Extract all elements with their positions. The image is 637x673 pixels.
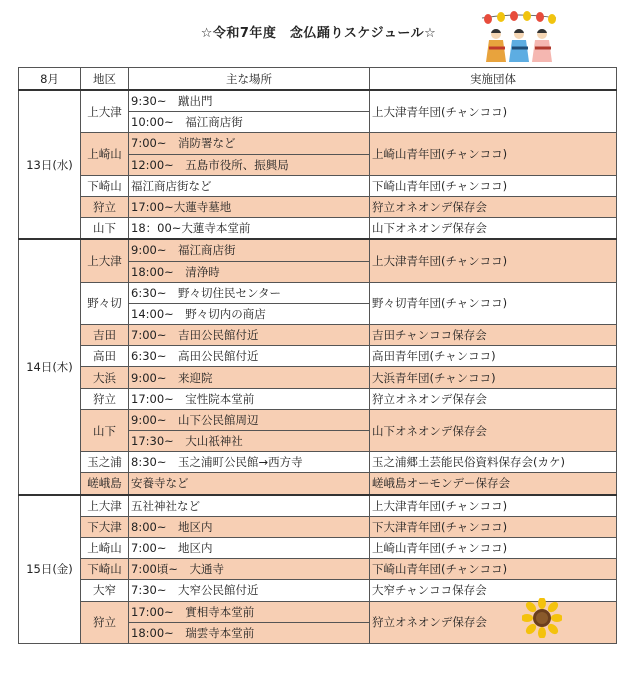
group-cell: 大窄チャンココ保存会 bbox=[370, 580, 617, 601]
group-cell: 狩立オネオンデ保存会 bbox=[370, 196, 617, 217]
area-cell: 大浜 bbox=[81, 367, 129, 388]
place-cell: 6:30~ 野々切住民センター bbox=[129, 282, 370, 303]
area-cell: 下崎山 bbox=[81, 559, 129, 580]
table-row bbox=[19, 325, 617, 346]
group-cell: 野々切青年団(チャンココ) bbox=[370, 282, 617, 324]
day-group bbox=[19, 90, 617, 239]
table-row bbox=[19, 175, 617, 196]
place-cell: 9:00~ 福江商店街 bbox=[129, 239, 370, 261]
schedule-table bbox=[18, 67, 617, 644]
area-cell: 高田 bbox=[81, 346, 129, 367]
table-row bbox=[19, 452, 617, 473]
table-row bbox=[19, 346, 617, 367]
day-group bbox=[19, 239, 617, 494]
table-row bbox=[19, 367, 617, 388]
place-cell: 17:00~大蓮寺墓地 bbox=[129, 196, 370, 217]
page-title: ☆令和7年度 念仏踊りスケジュール☆ bbox=[200, 26, 437, 41]
group-cell: 吉田チャンココ保存会 bbox=[370, 325, 617, 346]
group-cell: 上崎山青年団(チャンココ) bbox=[370, 133, 617, 175]
header-place: 主な場所 bbox=[129, 68, 370, 91]
table-row bbox=[19, 559, 617, 580]
group-cell: 山下オネオンデ保存会 bbox=[370, 218, 617, 240]
table-row bbox=[19, 218, 617, 240]
table-row bbox=[19, 133, 617, 154]
place-cell: 9:00~ 来迎院 bbox=[129, 367, 370, 388]
group-cell: 高田青年団(チャンココ) bbox=[370, 346, 617, 367]
place-cell: 8:00~ 地区内 bbox=[129, 516, 370, 537]
place-cell: 18:00~ 瑞雲寺本堂前 bbox=[129, 622, 370, 643]
bon-dance-illustration bbox=[480, 10, 558, 65]
area-cell: 下大津 bbox=[81, 516, 129, 537]
group-cell: 下崎山青年団(チャンココ) bbox=[370, 175, 617, 196]
place-cell: 10:00~ 福江商店街 bbox=[129, 112, 370, 133]
table-row bbox=[19, 90, 617, 112]
area-cell: 狩立 bbox=[81, 388, 129, 409]
place-cell: 7:00~ 消防署など bbox=[129, 133, 370, 154]
table-row bbox=[19, 516, 617, 537]
group-cell: 大浜青年団(チャンココ) bbox=[370, 367, 617, 388]
group-cell: 下崎山青年団(チャンココ) bbox=[370, 559, 617, 580]
table-row bbox=[19, 388, 617, 409]
place-cell: 9:00~ 山下公民館周辺 bbox=[129, 409, 370, 430]
group-cell: 狩立オネオンデ保存会 bbox=[370, 388, 617, 409]
group-cell: 上大津青年団(チャンココ) bbox=[370, 90, 617, 133]
area-cell: 上崎山 bbox=[81, 133, 129, 175]
group-cell: 上大津青年団(チャンココ) bbox=[370, 495, 617, 517]
area-cell: 狩立 bbox=[81, 196, 129, 217]
area-cell: 上大津 bbox=[81, 239, 129, 282]
header-row bbox=[19, 68, 617, 91]
group-cell: 上崎山青年団(チャンココ) bbox=[370, 537, 617, 558]
place-cell: 安養寺など bbox=[129, 473, 370, 495]
area-cell: 野々切 bbox=[81, 282, 129, 324]
group-cell: 山下オネオンデ保存会 bbox=[370, 409, 617, 451]
place-cell: 9:30~ 蹴出門 bbox=[129, 90, 370, 112]
area-cell: 吉田 bbox=[81, 325, 129, 346]
area-cell: 上大津 bbox=[81, 495, 129, 517]
area-cell: 大窄 bbox=[81, 580, 129, 601]
group-cell: 嵯峨島オーモンデー保存会 bbox=[370, 473, 617, 495]
place-cell: 18：00~大蓮寺本堂前 bbox=[129, 218, 370, 240]
date-cell: 13日(水) bbox=[19, 90, 81, 239]
place-cell: 14:00~ 野々切内の商店 bbox=[129, 303, 370, 324]
group-cell: 下大津青年団(チャンココ) bbox=[370, 516, 617, 537]
place-cell: 18:00~ 清浄時 bbox=[129, 261, 370, 282]
place-cell: 7:00~ 吉田公民館付近 bbox=[129, 325, 370, 346]
place-cell: 五社神社など bbox=[129, 495, 370, 517]
table-row bbox=[19, 495, 617, 517]
table-row bbox=[19, 282, 617, 303]
area-cell: 下崎山 bbox=[81, 175, 129, 196]
place-cell: 17:30~ 大山祇神社 bbox=[129, 431, 370, 452]
table-row bbox=[19, 239, 617, 261]
table-row bbox=[19, 196, 617, 217]
area-cell: 山下 bbox=[81, 409, 129, 451]
date-cell: 14日(木) bbox=[19, 239, 81, 494]
header-area: 地区 bbox=[81, 68, 129, 91]
table-row bbox=[19, 409, 617, 430]
sunflower-icon bbox=[522, 598, 562, 638]
place-cell: 6:30~ 高田公民館付近 bbox=[129, 346, 370, 367]
place-cell: 7:00頃~ 大通寺 bbox=[129, 559, 370, 580]
area-cell: 上大津 bbox=[81, 90, 129, 133]
place-cell: 8:30~ 玉之浦町公民館→西方寺 bbox=[129, 452, 370, 473]
place-cell: 12:00~ 五島市役所、振興局 bbox=[129, 154, 370, 175]
place-cell: 17:00~ 宝性院本堂前 bbox=[129, 388, 370, 409]
area-cell: 玉之浦 bbox=[81, 452, 129, 473]
header-month: 8月 bbox=[19, 68, 81, 91]
area-cell: 山下 bbox=[81, 218, 129, 240]
area-cell: 上崎山 bbox=[81, 537, 129, 558]
place-cell: 7:00~ 地区内 bbox=[129, 537, 370, 558]
area-cell: 嵯峨島 bbox=[81, 473, 129, 495]
place-cell: 福江商店街など bbox=[129, 175, 370, 196]
area-cell: 狩立 bbox=[81, 601, 129, 643]
date-cell: 15日(金) bbox=[19, 495, 81, 644]
group-cell: 狩立オネオンデ保存会 bbox=[370, 601, 617, 643]
header-group: 実施団体 bbox=[370, 68, 617, 91]
table-row bbox=[19, 473, 617, 495]
group-cell: 玉之浦郷土芸能民俗資料保存会(カケ) bbox=[370, 452, 617, 473]
group-cell: 上大津青年団(チャンココ) bbox=[370, 239, 617, 282]
place-cell: 7:30~ 大窄公民館付近 bbox=[129, 580, 370, 601]
table-row bbox=[19, 537, 617, 558]
place-cell: 17:00~ 實相寺本堂前 bbox=[129, 601, 370, 622]
